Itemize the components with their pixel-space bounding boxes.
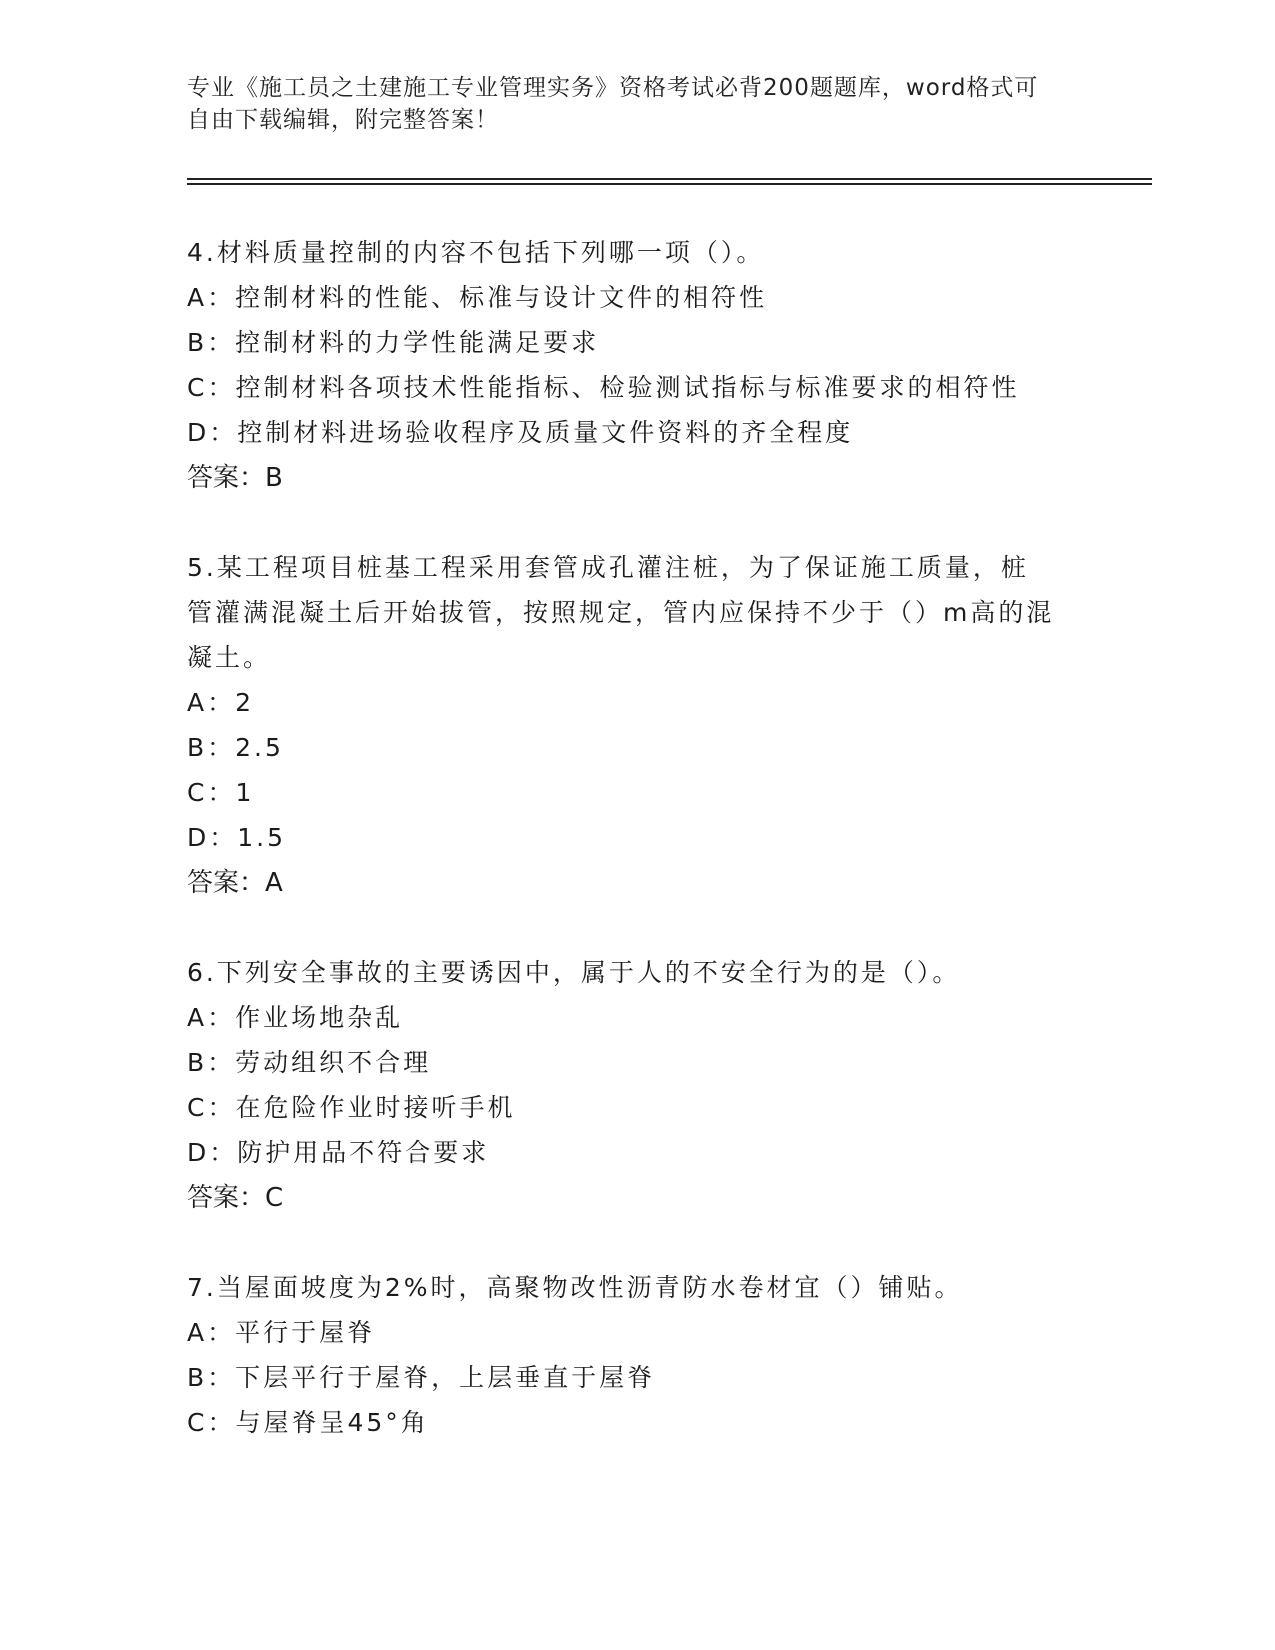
question-5-option-b: B：2.5	[187, 733, 284, 762]
header-line-1: 专业《施工员之土建施工专业管理实务》资格考试必背200题题库，word格式可	[187, 75, 1039, 101]
question-5-option-c: C：1	[187, 778, 255, 807]
question-7-option-c: C：与屋脊呈45°角	[187, 1408, 429, 1437]
question-6-option-d: D：防护用品不符合要求	[187, 1138, 490, 1167]
question-5-stem-line-1: 5.某工程项目桩基工程采用套管成孔灌注桩，为了保证施工质量，桩	[187, 553, 1029, 582]
question-6-stem: 6.下列安全事故的主要诱因中，属于人的不安全行为的是（）。	[187, 958, 961, 987]
question-5-option-d: D：1.5	[187, 823, 287, 852]
question-6-option-a: A：作业场地杂乱	[187, 1003, 404, 1032]
header-divider-top	[187, 178, 1152, 180]
question-4-option-d: D：控制材料进场验收程序及质量文件资料的齐全程度	[187, 418, 854, 447]
question-7-option-b: B：下层平行于屋脊，上层垂直于屋脊	[187, 1363, 656, 1392]
question-4-option-b: B：控制材料的力学性能满足要求	[187, 328, 600, 357]
question-4-option-a: A：控制材料的性能、标准与设计文件的相符性	[187, 283, 768, 312]
question-7-stem: 7.当屋面坡度为2%时，高聚物改性沥青防水卷材宜（）铺贴。	[187, 1273, 963, 1302]
question-5-answer: 答案：A	[187, 868, 283, 898]
question-7-option-a: A：平行于屋脊	[187, 1318, 376, 1347]
question-6-option-c: C：在危险作业时接听手机	[187, 1093, 516, 1122]
document-header	[187, 72, 1087, 136]
question-5-option-a: A：2	[187, 688, 255, 717]
question-5-stem-line-2: 管灌满混凝土后开始拔管，按照规定，管内应保持不少于（）m高的混	[187, 598, 1055, 627]
question-4-answer: 答案：B	[187, 463, 283, 493]
header-line-2: 自由下载编辑，附完整答案！	[187, 107, 499, 133]
question-6-answer: 答案：C	[187, 1183, 284, 1213]
question-5-stem-line-3: 凝土。	[187, 643, 272, 672]
question-4-option-c: C：控制材料各项技术性能指标、检验测试指标与标准要求的相符性	[187, 373, 1020, 402]
header-divider-bottom	[187, 183, 1152, 185]
question-6-option-b: B：劳动组织不合理	[187, 1048, 432, 1077]
question-4-stem: 4.材料质量控制的内容不包括下列哪一项（）。	[187, 238, 765, 267]
